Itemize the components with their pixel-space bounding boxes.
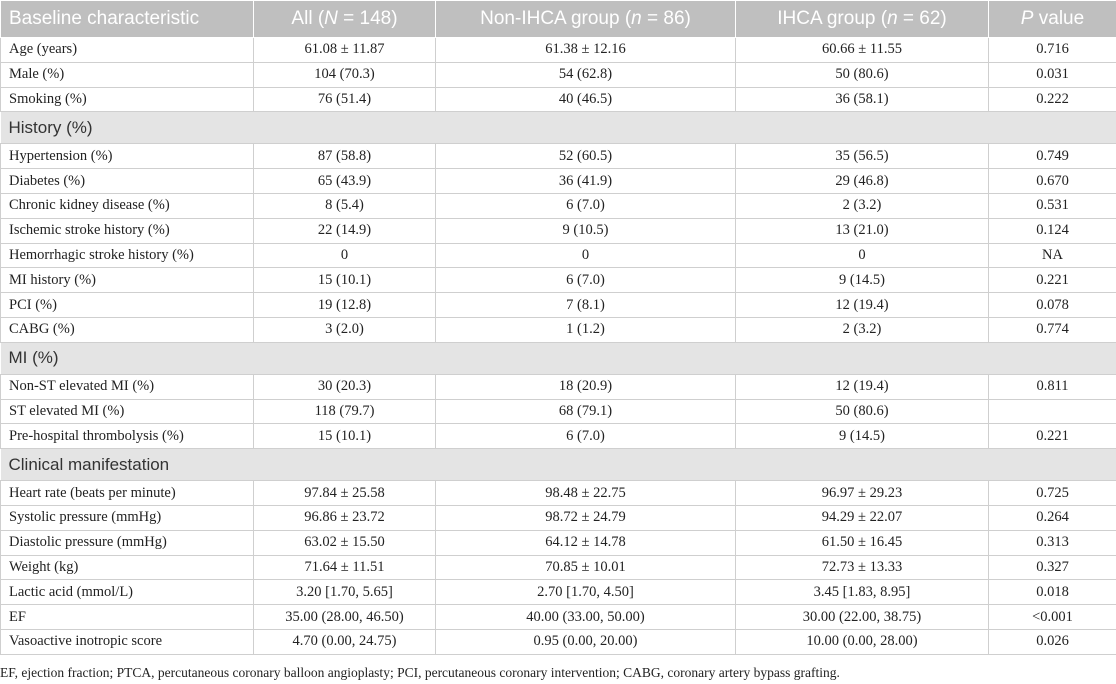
all-cell: 19 (12.8) bbox=[254, 293, 436, 318]
all-cell: 4.70 (0.00, 24.75) bbox=[254, 629, 436, 654]
header-baseline-characteristic bbox=[1, 1, 254, 38]
p-value-cell: 0.531 bbox=[989, 193, 1116, 218]
ihca-cell: 50 (80.6) bbox=[736, 62, 989, 87]
non-ihca-cell: 98.72 ± 24.79 bbox=[436, 505, 736, 530]
ihca-cell: 60.66 ± 11.55 bbox=[736, 38, 989, 63]
table-row bbox=[1, 193, 1116, 218]
p-value-cell: 0.222 bbox=[989, 87, 1116, 112]
all-cell: 3 (2.0) bbox=[254, 317, 436, 342]
ihca-cell: 9 (14.5) bbox=[736, 268, 989, 293]
non-ihca-cell: 40 (46.5) bbox=[436, 87, 736, 112]
p-value-cell: 0.221 bbox=[989, 424, 1116, 449]
table-row bbox=[1, 144, 1116, 169]
table-row bbox=[1, 505, 1116, 530]
table-row bbox=[1, 218, 1116, 243]
header-non-ihca-group bbox=[436, 1, 736, 38]
non-ihca-cell: 6 (7.0) bbox=[436, 424, 736, 449]
all-cell: 87 (58.8) bbox=[254, 144, 436, 169]
ihca-cell: 13 (21.0) bbox=[736, 218, 989, 243]
p-value-cell: 0.725 bbox=[989, 481, 1116, 506]
all-cell: 97.84 ± 25.58 bbox=[254, 481, 436, 506]
table-row bbox=[1, 481, 1116, 506]
section-label: History (%) bbox=[1, 112, 1116, 144]
non-ihca-cell: 1 (1.2) bbox=[436, 317, 736, 342]
non-ihca-cell: 98.48 ± 22.75 bbox=[436, 481, 736, 506]
p-value-cell: 0.327 bbox=[989, 555, 1116, 580]
ihca-cell: 36 (58.1) bbox=[736, 87, 989, 112]
non-ihca-cell: 61.38 ± 12.16 bbox=[436, 38, 736, 63]
header-p-value bbox=[989, 1, 1116, 38]
table-row bbox=[1, 62, 1116, 87]
characteristic-cell: Heart rate (beats per minute) bbox=[1, 481, 254, 506]
non-ihca-cell: 18 (20.9) bbox=[436, 374, 736, 399]
table-row bbox=[1, 530, 1116, 555]
header-text: All ( bbox=[291, 8, 325, 29]
header-text: = 86) bbox=[641, 8, 691, 29]
characteristic-cell: CABG (%) bbox=[1, 317, 254, 342]
table-row bbox=[1, 629, 1116, 654]
non-ihca-cell: 54 (62.8) bbox=[436, 62, 736, 87]
p-value-cell: 0.078 bbox=[989, 293, 1116, 318]
p-value-cell: 0.124 bbox=[989, 218, 1116, 243]
non-ihca-cell: 7 (8.1) bbox=[436, 293, 736, 318]
p-value-cell: 0.749 bbox=[989, 144, 1116, 169]
ihca-cell: 12 (19.4) bbox=[736, 374, 989, 399]
characteristic-cell: Diastolic pressure (mmHg) bbox=[1, 530, 254, 555]
characteristic-cell: Smoking (%) bbox=[1, 87, 254, 112]
p-value-cell: 0.264 bbox=[989, 505, 1116, 530]
ihca-cell: 2 (3.2) bbox=[736, 317, 989, 342]
p-value-cell bbox=[989, 399, 1116, 424]
characteristic-cell: Hypertension (%) bbox=[1, 144, 254, 169]
p-value-cell: 0.031 bbox=[989, 62, 1116, 87]
table-row bbox=[1, 399, 1116, 424]
characteristic-cell: Pre-hospital thrombolysis (%) bbox=[1, 424, 254, 449]
p-value-cell: 0.670 bbox=[989, 169, 1116, 194]
characteristic-cell: Weight (kg) bbox=[1, 555, 254, 580]
non-ihca-cell: 2.70 [1.70, 4.50] bbox=[436, 580, 736, 605]
table-row bbox=[1, 317, 1116, 342]
header-variable: n bbox=[887, 8, 898, 29]
table-row bbox=[1, 293, 1116, 318]
non-ihca-cell: 70.85 ± 10.01 bbox=[436, 555, 736, 580]
characteristic-cell: ST elevated MI (%) bbox=[1, 399, 254, 424]
characteristic-cell: Chronic kidney disease (%) bbox=[1, 193, 254, 218]
non-ihca-cell: 9 (10.5) bbox=[436, 218, 736, 243]
characteristic-cell: Diabetes (%) bbox=[1, 169, 254, 194]
p-value-cell: 0.026 bbox=[989, 629, 1116, 654]
non-ihca-cell: 64.12 ± 14.78 bbox=[436, 530, 736, 555]
non-ihca-cell: 0.95 (0.00, 20.00) bbox=[436, 629, 736, 654]
p-value-cell: 0.774 bbox=[989, 317, 1116, 342]
ihca-cell: 61.50 ± 16.45 bbox=[736, 530, 989, 555]
ihca-cell: 2 (3.2) bbox=[736, 193, 989, 218]
table-footnote: EF, ejection fraction; PTCA, percutaneous coronary balloon angioplasty; PCI, percutaneous coronary intervention; CABG, coronary artery bypass grafting. bbox=[0, 665, 840, 680]
section-label: MI (%) bbox=[1, 342, 1116, 374]
non-ihca-cell: 40.00 (33.00, 50.00) bbox=[436, 605, 736, 630]
ihca-cell: 0 bbox=[736, 243, 989, 268]
all-cell: 15 (10.1) bbox=[254, 268, 436, 293]
ihca-cell: 96.97 ± 29.23 bbox=[736, 481, 989, 506]
non-ihca-cell: 6 (7.0) bbox=[436, 193, 736, 218]
ihca-cell: 50 (80.6) bbox=[736, 399, 989, 424]
ihca-cell: 35 (56.5) bbox=[736, 144, 989, 169]
section-label: Clinical manifestation bbox=[1, 449, 1116, 481]
p-value-cell: 0.018 bbox=[989, 580, 1116, 605]
all-cell: 15 (10.1) bbox=[254, 424, 436, 449]
non-ihca-cell: 52 (60.5) bbox=[436, 144, 736, 169]
all-cell: 61.08 ± 11.87 bbox=[254, 38, 436, 63]
section-header-row bbox=[1, 112, 1116, 144]
header-text: Baseline characteristic bbox=[9, 8, 200, 29]
all-cell: 0 bbox=[254, 243, 436, 268]
ihca-cell: 29 (46.8) bbox=[736, 169, 989, 194]
all-cell: 35.00 (28.00, 46.50) bbox=[254, 605, 436, 630]
section-header-row bbox=[1, 342, 1116, 374]
header-variable: n bbox=[631, 8, 642, 29]
table-row bbox=[1, 243, 1116, 268]
characteristic-cell: PCI (%) bbox=[1, 293, 254, 318]
p-value-cell: NA bbox=[989, 243, 1116, 268]
all-cell: 71.64 ± 11.51 bbox=[254, 555, 436, 580]
characteristic-cell: Non-ST elevated MI (%) bbox=[1, 374, 254, 399]
characteristic-cell: EF bbox=[1, 605, 254, 630]
characteristic-cell: Vasoactive inotropic score bbox=[1, 629, 254, 654]
ihca-cell: 12 (19.4) bbox=[736, 293, 989, 318]
header-text: = 148) bbox=[337, 8, 398, 29]
header-text: value bbox=[1033, 8, 1085, 29]
characteristic-cell: Age (years) bbox=[1, 38, 254, 63]
p-value-cell: 0.313 bbox=[989, 530, 1116, 555]
all-cell: 22 (14.9) bbox=[254, 218, 436, 243]
characteristic-cell: Ischemic stroke history (%) bbox=[1, 218, 254, 243]
all-cell: 65 (43.9) bbox=[254, 169, 436, 194]
header-text: = 62) bbox=[897, 8, 947, 29]
ihca-cell: 30.00 (22.00, 38.75) bbox=[736, 605, 989, 630]
characteristic-cell: Lactic acid (mmol/L) bbox=[1, 580, 254, 605]
all-cell: 63.02 ± 15.50 bbox=[254, 530, 436, 555]
ihca-cell: 94.29 ± 22.07 bbox=[736, 505, 989, 530]
table-row bbox=[1, 87, 1116, 112]
all-cell: 8 (5.4) bbox=[254, 193, 436, 218]
all-cell: 104 (70.3) bbox=[254, 62, 436, 87]
non-ihca-cell: 68 (79.1) bbox=[436, 399, 736, 424]
characteristic-cell: MI history (%) bbox=[1, 268, 254, 293]
non-ihca-cell: 0 bbox=[436, 243, 736, 268]
table-row bbox=[1, 38, 1116, 63]
table-row bbox=[1, 580, 1116, 605]
ihca-cell: 10.00 (0.00, 28.00) bbox=[736, 629, 989, 654]
characteristic-cell: Hemorrhagic stroke history (%) bbox=[1, 243, 254, 268]
p-value-cell: 0.811 bbox=[989, 374, 1116, 399]
ihca-cell: 9 (14.5) bbox=[736, 424, 989, 449]
all-cell: 96.86 ± 23.72 bbox=[254, 505, 436, 530]
table-row bbox=[1, 374, 1116, 399]
table-body bbox=[1, 38, 1116, 655]
ihca-cell: 72.73 ± 13.33 bbox=[736, 555, 989, 580]
non-ihca-cell: 36 (41.9) bbox=[436, 169, 736, 194]
p-value-cell: 0.716 bbox=[989, 38, 1116, 63]
header-text: Non-IHCA group ( bbox=[480, 8, 632, 29]
table-row bbox=[1, 169, 1116, 194]
header-all bbox=[254, 1, 436, 38]
table-row bbox=[1, 605, 1116, 630]
table-row bbox=[1, 424, 1116, 449]
ihca-cell: 3.45 [1.83, 8.95] bbox=[736, 580, 989, 605]
header-text: IHCA group ( bbox=[777, 8, 888, 29]
p-value-cell: 0.221 bbox=[989, 268, 1116, 293]
section-header-row bbox=[1, 449, 1116, 481]
table-header-row bbox=[1, 1, 1116, 38]
header-variable: N bbox=[324, 8, 338, 29]
header-ihca-group bbox=[736, 1, 989, 38]
all-cell: 118 (79.7) bbox=[254, 399, 436, 424]
characteristic-cell: Male (%) bbox=[1, 62, 254, 87]
non-ihca-cell: 6 (7.0) bbox=[436, 268, 736, 293]
characteristic-cell: Systolic pressure (mmHg) bbox=[1, 505, 254, 530]
all-cell: 76 (51.4) bbox=[254, 87, 436, 112]
all-cell: 3.20 [1.70, 5.65] bbox=[254, 580, 436, 605]
p-value-cell: <0.001 bbox=[989, 605, 1116, 630]
all-cell: 30 (20.3) bbox=[254, 374, 436, 399]
header-variable: P bbox=[1020, 8, 1034, 29]
table-row bbox=[1, 268, 1116, 293]
table-row bbox=[1, 555, 1116, 580]
